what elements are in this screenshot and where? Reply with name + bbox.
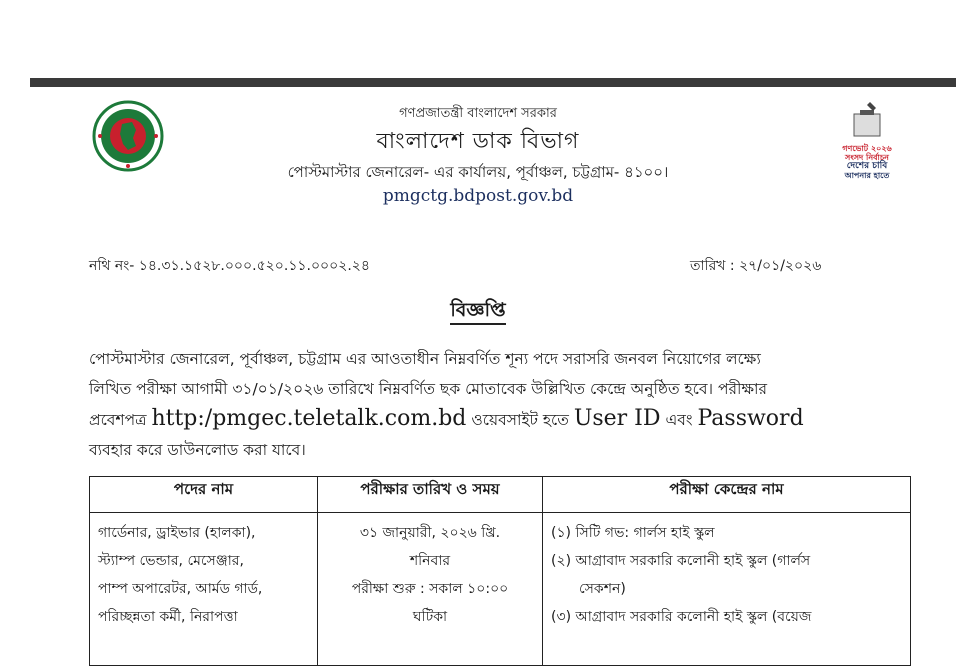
body-line-3-c: এবং [660,411,698,429]
exam-datetime-cell [318,513,543,666]
election-logo-line2: সংসদ নির্বাচন [845,153,889,162]
memo-number: নথি নং- ১৪.৩১.১৫২৮.০০০.৫২০.১১.০০০২.২৪ [89,258,370,274]
col-header-center: পরীক্ষা কেন্দ্রের নাম [543,477,911,513]
top-bar [0,78,956,87]
exam-date: ৩১ জানুয়ারী, ২০২৬ খ্রি. [359,525,501,541]
table-header-row [90,477,911,513]
post-line: পাম্প অপারেটর, আর্মড গার্ড, [98,581,263,597]
notice-title-text: বিজ্ঞপ্তি [450,299,505,325]
post-line: গার্ডেনার, ড্রাইভার (হালকা), [98,525,256,541]
password-text: Password [697,406,804,431]
notice-date: তারিখ : ২৭/০১/২০২৬ [690,258,822,274]
body-line-3 [89,404,909,435]
body-line-3-b: ওয়েবসাইট হতে [466,411,574,429]
government-name: গণপ্রজাতন্ত্রী বাংলাদেশ সরকার [399,106,557,121]
exam-time: পরীক্ষা শুরু : সকাল ১০:০০ [351,581,509,597]
body-line-2: লিখিত পরীক্ষা আগামী ৩১/০১/২০২৬ তারিখে নিম্নবর্ণিত ছক মোতাবেক উল্লিখিত কেন্দ্রে অনুষ্ঠিত হবে। পরীক্ষার [89,380,768,398]
exam-centers-cell [543,513,911,666]
center-item: (১) সিটি গভ: গার্লস হাই স্কুল [551,525,715,541]
admit-card-url[interactable]: http:/pmgec.teletalk.com.bd [151,406,467,431]
table-row [90,513,911,666]
center-item-continued: সেকশন) [579,581,626,597]
post-line: স্ট্যাম্প ভেন্ডার, মেসেঞ্জার, [98,553,244,569]
notice-body [89,344,909,465]
col-header-datetime: পরীক্ষার তারিখ ও সময় [318,477,543,513]
notice-title [0,296,956,328]
post-names-cell [90,513,318,666]
col-header-post: পদের নাম [90,477,318,513]
user-id-text: User ID [573,406,661,431]
election-logo-line4: আপনার হাতে [844,171,890,180]
post-line: পরিচ্ছন্নতা কর্মী, নিরাপত্তা [98,609,238,625]
center-item: (২) আগ্রাবাদ সরকারি কলোনী হাই স্কুল (গার্লস [551,553,811,569]
election-logo-line1: গণভোট ২০২৬ [842,144,892,153]
body-line-4: ব্যবহার করে ডাউনলোড করা যাবে। [89,441,306,459]
office-address: পোস্টমাস্টার জেনারেল- এর কার্যালয়, পূর্বাঞ্চল, চট্টগ্রাম- ৪১০০। [287,163,669,181]
website-link[interactable]: pmgctg.bdpost.gov.bd [382,186,574,206]
exam-schedule-table [89,476,911,666]
center-item: (৩) আগ্রাবাদ সরকারি কলোনী হাই স্কুল (বয়েজ [551,609,812,625]
election-logo-line3: দেশের চাবি [846,161,888,171]
exam-day: শনিবার [409,553,451,569]
exam-time-unit: ঘটিকা [412,609,448,625]
department-name: বাংলাদেশ ডাক বিভাগ [376,129,580,154]
body-line-3-a: প্রবেশপত্র [89,411,152,429]
body-line-1: পোস্টমাস্টার জেনারেল, পূর্বাঞ্চল, চট্টগ্রাম এর আওতাধীন নিম্নবর্ণিত শূন্য পদে সরাসরি জনবল নিয়োগের লক্ষ্যে [89,350,761,368]
